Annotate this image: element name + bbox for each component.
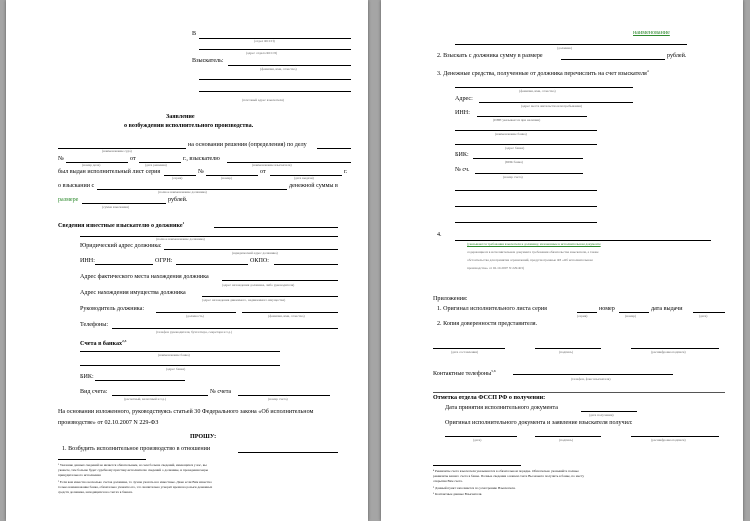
hint: (адрес банка) [166, 367, 186, 371]
body-text: г., взыскателю [183, 156, 220, 162]
footnote-rule [433, 465, 521, 466]
field-line[interactable] [317, 148, 351, 149]
body-text: БИК: [455, 152, 469, 158]
hint: (указываются требования взыскателя к должнику, изложенные в исполнительном документе [467, 242, 601, 246]
footnote: средств должника, находящихся на счетах в банках. [58, 490, 133, 494]
body-text: БИК: [80, 374, 94, 380]
footnote: реквизиты вашего счета в банке. Полные сведения о вашем счете Вы можете получить в банке, по месту [433, 474, 585, 478]
body-text: денежной суммы в [289, 183, 338, 189]
hint: (телефон, факс взыскателя) [571, 377, 611, 381]
field-line[interactable] [164, 249, 338, 250]
field-line[interactable] [455, 130, 597, 131]
debtor-heading: Сведения известные взыскателю о должнике$^1$ [58, 221, 185, 230]
field-line[interactable] [228, 65, 351, 66]
field-line[interactable] [455, 144, 597, 145]
field-line[interactable] [238, 395, 330, 396]
field-line[interactable] [95, 380, 185, 381]
request-item-1: 1. Возбудить исполнительное производство в отношении [62, 446, 211, 452]
hint: (наименование банка) [495, 132, 527, 136]
footnote: ⁶ Контактные данные Взыскателя. [433, 492, 483, 496]
body-text: Дата принятия исполнительного документа [445, 405, 558, 411]
field-line[interactable] [577, 312, 597, 313]
field-line[interactable] [274, 264, 338, 265]
hint: обстоятельства для принятия ограничений, предусмотренные ФЗ «Об исполнительном [467, 258, 593, 262]
hint: (ИНН указывается при наличии) [493, 118, 541, 122]
body-text: Адрес фактического места нахождения должника [80, 274, 209, 280]
hint: производстве» от 02.10.2007 N 229-ФЗ) [467, 266, 524, 270]
request-item-4: 4. [437, 232, 442, 238]
field-line[interactable] [242, 312, 338, 313]
footnote: ⁵ Данный пункт заполняется по усмотрению Взыскателя. [433, 486, 516, 490]
hint: (фамилия, имя, отчество) [260, 67, 297, 71]
body-text: Юридический адрес должника: [80, 243, 162, 249]
body-text: рублей. [168, 197, 188, 203]
footnote-rule [58, 459, 146, 460]
field-line[interactable] [513, 374, 673, 375]
hint: (наименование банка) [158, 353, 190, 357]
field-line[interactable] [199, 91, 351, 92]
body-text: от [130, 156, 136, 162]
header-to: В [192, 31, 197, 37]
field-line[interactable] [176, 264, 248, 265]
header-claimant: Взыскатель: [192, 58, 224, 64]
footnote: только наименование банка, обязательно укажите его, это значительно ускорит время на розыск денежных [58, 485, 213, 489]
field-line[interactable] [455, 206, 597, 207]
body-text: Адрес: [455, 96, 473, 102]
hint: (подпись) [559, 350, 574, 354]
footnote: ¹ Указание данных сведений не является обязательным, но чем больше сведений, имеющихся у вас, вы [58, 463, 207, 467]
field-line[interactable] [455, 87, 633, 88]
body-text: № [58, 156, 64, 162]
hint: (серия) [172, 176, 183, 180]
attachment-item-1: 1. Оригинал исполнительного листа серия [437, 306, 547, 312]
doc-title: Заявление [166, 114, 195, 120]
body-text: № счета [210, 389, 232, 395]
hint: (дата выдачи) [294, 176, 314, 180]
document-page-right [381, 0, 743, 521]
footnote: ⁴ Реквизиты счета взыскателя указываются в обязательном порядке. Обязательно указывайте полные [433, 469, 579, 473]
hint: (почтовый адрес взыскателя) [242, 98, 284, 102]
field-line[interactable] [199, 38, 351, 39]
body-text: г. [344, 169, 348, 175]
signature-decode-line[interactable] [631, 348, 719, 349]
field-line[interactable] [473, 158, 583, 159]
prosim-heading: ПРОШУ: [190, 434, 217, 440]
hint: (подпись) [559, 438, 574, 442]
field-line[interactable] [95, 264, 153, 265]
field-line[interactable] [455, 222, 597, 223]
body-text: номер [599, 306, 615, 312]
body-text: Вид счета: [80, 389, 108, 395]
fssp-heading: Отметка отдела ФССП РФ о получении: [433, 395, 546, 401]
footnote: принудительного исполнения [58, 473, 101, 477]
hint: (номер счета) [268, 397, 288, 401]
body-text: Телефоны: [80, 322, 109, 328]
hint: (номер) [221, 176, 233, 180]
attachments-heading: Приложения: [433, 296, 468, 302]
request-item-3: 3. Денежные средства, полученные от должника перечислить на счет взыскателя$^4$ [437, 69, 649, 78]
hint: (адрес места жительства или пребывания) [521, 104, 582, 108]
hint: (номер дела) [82, 163, 101, 167]
top-green-text: наименование [633, 30, 670, 36]
field-line[interactable] [82, 203, 166, 204]
field-line[interactable] [199, 79, 351, 80]
hint: (БИК банка) [505, 160, 523, 164]
signature-line[interactable] [535, 348, 601, 349]
field-line[interactable] [80, 351, 280, 352]
field-line[interactable] [479, 102, 633, 103]
field-line[interactable] [199, 49, 351, 50]
body-text: ИНН: [80, 258, 95, 264]
field-line[interactable] [214, 227, 338, 228]
hint: (фамилия, имя, отчество) [268, 314, 305, 318]
hint: (полное наименование должника) [156, 237, 205, 241]
hint: (дата получения) [589, 413, 614, 417]
hint: (расшифровка подписи) [651, 438, 686, 442]
field-line[interactable] [455, 190, 597, 191]
hint: (должник) [557, 46, 572, 50]
hint: (номер) [625, 314, 637, 318]
body-text: Адрес нахождения имущества должника [80, 290, 186, 296]
body-text: На основании изложенного, руководствуясь статьей 30 Федерального закона «Об исполнительном [58, 409, 314, 415]
hint: (телефон руководителя, бухгалтера, секретаря и т.д.) [156, 330, 233, 334]
field-line[interactable] [455, 44, 687, 45]
body-text: ИНН: [455, 110, 470, 116]
body-text: № [198, 169, 204, 175]
field-line[interactable] [445, 436, 517, 437]
field-line[interactable] [80, 365, 280, 366]
hint: (отдел ФССП) [254, 39, 275, 43]
banks-heading: Счета в банках$^{2,3}$ [80, 339, 127, 348]
body-text: Руководитель должника: [80, 306, 145, 312]
body-text: ОКПО: [250, 258, 269, 264]
hint: (дата решения) [145, 163, 167, 167]
footnote: открытия Вам счета. [433, 479, 463, 483]
field-line[interactable] [156, 312, 236, 313]
body-text: на основании решения (определения) по делу [188, 142, 307, 148]
section-divider [433, 392, 725, 393]
field-line[interactable] [477, 116, 587, 117]
field-line[interactable] [581, 411, 637, 412]
hint: (фамилия, имя, отчество) [519, 89, 556, 93]
body-text: размере [58, 197, 79, 203]
hint: содержащиеся в исполнительном документе требования обязательства взыскателя, а также [467, 250, 599, 254]
hint: (дата) [473, 438, 482, 442]
field-line[interactable] [535, 436, 601, 437]
field-line[interactable] [561, 59, 665, 60]
body-text: о взыскании с [58, 183, 95, 189]
field-line[interactable] [475, 173, 583, 174]
footnote: укажете, тем больше будет судебному приставу-исполнителю сведений о должнике, и проведения меры [58, 468, 209, 472]
field-line[interactable] [202, 296, 338, 297]
hint: (дата составления) [451, 350, 479, 354]
body-text: ОГРН: [155, 258, 173, 264]
field-line[interactable] [693, 312, 725, 313]
hint: (должность) [186, 314, 204, 318]
body-text: от [260, 169, 266, 175]
field-line[interactable] [112, 328, 338, 329]
document-page-left [6, 0, 368, 521]
body-text: № сч. [455, 167, 470, 173]
field-line[interactable] [619, 312, 649, 313]
body-text: рублей. [667, 53, 687, 59]
field-line[interactable] [238, 452, 338, 453]
body-text: Оригинал исполнительного документа и заявление взыскателя получил: [445, 420, 633, 426]
hint: (адрес банка) [505, 146, 525, 150]
hint: (серия) [577, 314, 588, 318]
hint: (адрес отдела ФССП) [246, 51, 278, 55]
doc-subtitle: о возбуждении исполнительного производства. [124, 123, 254, 129]
hint: (расшифровка подписи) [651, 350, 686, 354]
hint: (полное наименование должника) [158, 190, 207, 194]
body-text: производстве» от 02.10.2007 N 229-ФЗ [58, 420, 159, 426]
footnote: ² Если вам известно несколько счетов должника, то лучше указать все известные. Даже если Вам известно [58, 480, 212, 484]
request-item-2: 2. Взыскать с должника сумму в размере [437, 53, 543, 59]
hint: (адрес нахождения должника, либо руководителя) [222, 283, 295, 287]
body-text: был выдан исполнительный лист серия [58, 169, 161, 175]
field-line[interactable] [455, 240, 711, 241]
attachment-item-2: 2. Копия доверенности представителя. [437, 321, 538, 327]
field-line[interactable] [80, 236, 338, 237]
field-line[interactable] [631, 436, 719, 437]
body-text: дата выдачи [651, 306, 683, 312]
hint: (дата) [699, 314, 708, 318]
hint: (юридический адрес должника) [232, 251, 278, 255]
hint: (номер счета) [503, 175, 523, 179]
field-line[interactable] [112, 395, 208, 396]
hint: (наименование суда) [102, 149, 132, 153]
hint: (адрес нахождения движимого, недвижимого имущества) [202, 298, 286, 302]
field-line[interactable] [222, 280, 338, 281]
hint: (сумма взыскания) [102, 205, 130, 209]
hint: (расчетный, валютный и т.д.) [124, 397, 167, 401]
contacts-label: Контактные телефоны$^{5,6}$ [433, 369, 496, 378]
signature-date-line[interactable] [433, 348, 505, 349]
hint: (наименование взыскателя) [252, 163, 292, 167]
